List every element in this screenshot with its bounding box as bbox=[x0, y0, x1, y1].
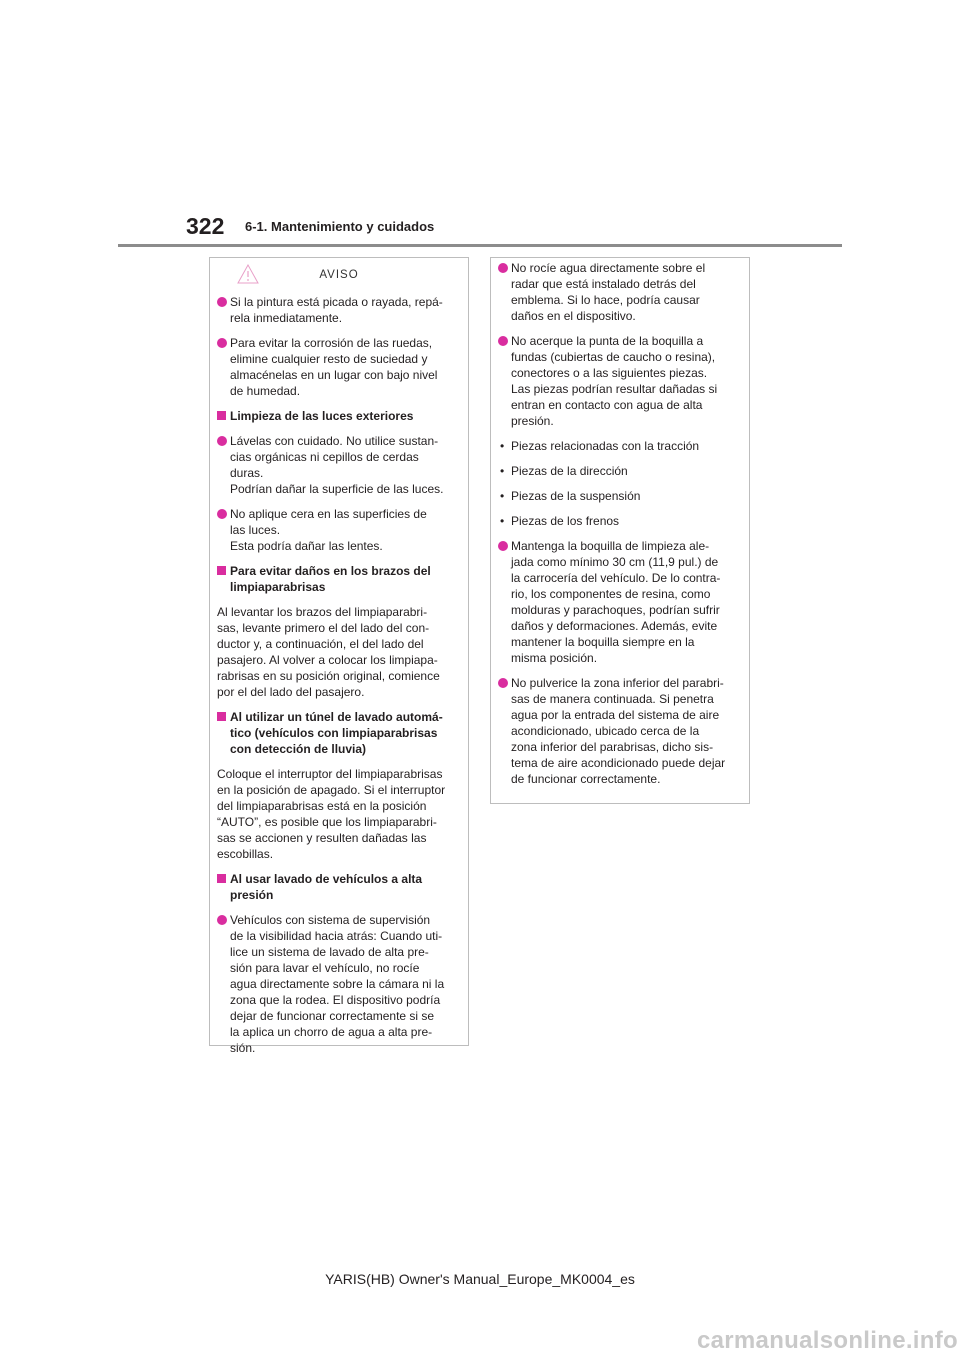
dot-list-item bbox=[498, 463, 742, 479]
bullet-item bbox=[217, 912, 461, 1056]
text-line: sión. bbox=[230, 1041, 256, 1055]
text-line: zona inferior del parabrisas, dicho sis- bbox=[511, 740, 714, 754]
text-line: la aplica un chorro de agua a alta pre- bbox=[230, 1025, 433, 1039]
text-line: escobillas. bbox=[217, 847, 274, 861]
text-line: duras. bbox=[230, 466, 264, 480]
text-line: misma posición. bbox=[511, 651, 598, 665]
text-line: No pulverice la zona inferior del parabri- bbox=[511, 676, 724, 690]
text-line: Esta podría dañar las lentes. bbox=[230, 539, 383, 553]
text-line: presión bbox=[230, 888, 274, 902]
bullet-item bbox=[217, 294, 461, 326]
round-bullet-icon bbox=[498, 336, 508, 346]
bullet-item bbox=[217, 506, 461, 554]
text-line: rela inmediatamente. bbox=[230, 311, 343, 325]
round-bullet-icon bbox=[217, 297, 227, 307]
text-line: pasajero. Al volver a colocar los limpiapa- bbox=[217, 653, 438, 667]
section-heading bbox=[217, 563, 461, 595]
bullet-item bbox=[498, 675, 742, 787]
dot-bullet-icon: • bbox=[500, 514, 505, 528]
text-line: Coloque el interruptor del limpiaparabrisas bbox=[217, 767, 443, 781]
square-bullet-icon bbox=[217, 874, 226, 883]
warning-box bbox=[209, 257, 469, 1055]
watermark: carmanualsonline.info bbox=[696, 1327, 958, 1354]
text-line: No acerque la punta de la boquilla a bbox=[511, 334, 704, 348]
text-line: Lávelas con cuidado. No utilice sustan- bbox=[230, 434, 439, 448]
page-number: 322 bbox=[186, 213, 225, 239]
bullet-item bbox=[498, 260, 742, 324]
text-line: daños y deformaciones. Además, evite bbox=[511, 619, 718, 633]
dot-bullet-icon: • bbox=[500, 439, 505, 453]
text-line: Al levantar los brazos del limpiaparabri- bbox=[217, 605, 428, 619]
paragraph bbox=[217, 766, 461, 862]
text-line: Al utilizar un túnel de lavado automá- bbox=[230, 710, 443, 724]
text-line: las luces. bbox=[230, 523, 281, 537]
text-line: emblema. Si lo hace, podría causar bbox=[511, 293, 700, 307]
text-line: Piezas de la suspensión bbox=[511, 489, 641, 503]
round-bullet-icon bbox=[217, 509, 227, 519]
text-line: Piezas de los frenos bbox=[511, 514, 620, 528]
manual-footer-title: YARIS(HB) Owner's Manual_Europe_MK0004_es bbox=[325, 1271, 635, 1287]
text-line: Para evitar la corrosión de las ruedas, bbox=[230, 336, 433, 350]
square-bullet-icon bbox=[217, 411, 226, 420]
text-line: No rocíe agua directamente sobre el bbox=[511, 261, 706, 275]
text-line: cias orgánicas ni cepillos de cerdas bbox=[230, 450, 419, 464]
bullet-item bbox=[217, 433, 461, 497]
section-heading bbox=[217, 709, 461, 757]
text-line: molduras y parachoques, podrían sufrir bbox=[511, 603, 720, 617]
text-line: Si la pintura está picada o rayada, repá- bbox=[230, 295, 443, 309]
text-line: sas se accionen y resulten dañadas las bbox=[217, 831, 427, 845]
text-line: por el del lado del pasajero. bbox=[217, 685, 365, 699]
text-line: Vehículos con sistema de supervisión bbox=[230, 913, 431, 927]
text-line: elimine cualquier resto de suciedad y bbox=[230, 352, 428, 366]
section-heading bbox=[217, 871, 461, 903]
bullet-item bbox=[498, 333, 742, 429]
section-heading bbox=[217, 408, 461, 424]
text-line: agua por la entrada del sistema de aire bbox=[511, 708, 720, 722]
round-bullet-icon bbox=[498, 263, 508, 273]
text-line: en la posición de apagado. Si el interruptor bbox=[217, 783, 446, 797]
warning-triangle-icon bbox=[237, 264, 259, 284]
text-line: Piezas relacionadas con la tracción bbox=[511, 439, 700, 453]
text-line: almacénelas en un lugar con bajo nivel bbox=[230, 368, 438, 382]
text-line: dejar de funcionar correctamente si se bbox=[230, 1009, 435, 1023]
round-bullet-icon bbox=[217, 338, 227, 348]
dot-bullet-icon: • bbox=[500, 489, 505, 503]
text-line: de la visibilidad hacia atrás: Cuando uti- bbox=[230, 929, 443, 943]
text-line: ductor y, a continuación, el del lado del bbox=[217, 637, 424, 651]
text-line: Piezas de la dirección bbox=[511, 464, 628, 478]
warning-right-column bbox=[498, 260, 742, 787]
square-bullet-icon bbox=[217, 712, 226, 721]
warning-box-header bbox=[217, 258, 461, 292]
text-line: rabrisas en su posición original, comience bbox=[217, 669, 440, 683]
text-line: tico (vehículos con limpiaparabrisas bbox=[230, 726, 438, 740]
warning-left-column bbox=[217, 294, 461, 1056]
text-line: Mantenga la boquilla de limpieza ale- bbox=[511, 539, 710, 553]
text-line: zona que la rodea. El dispositivo podría bbox=[230, 993, 441, 1007]
text-line: acondicionado, ubicado cerca de la bbox=[511, 724, 700, 738]
text-line: tema de aire acondicionado puede dejar bbox=[511, 756, 726, 770]
text-line: sas de manera continuada. Si penetra bbox=[511, 692, 714, 706]
dot-list-item bbox=[498, 488, 742, 504]
text-line: radar que está instalado detrás del bbox=[511, 277, 696, 291]
bullet-item bbox=[217, 335, 461, 399]
warning-box-continued bbox=[490, 257, 750, 804]
text-line: sión para lavar el vehículo, no rocíe bbox=[230, 961, 420, 975]
section-title: 6-1. Mantenimiento y cuidados bbox=[245, 219, 435, 234]
text-line: Al usar lavado de vehículos a alta bbox=[230, 872, 423, 886]
text-line: con detección de lluvia) bbox=[230, 742, 367, 756]
text-line: lice un sistema de lavado de alta pre- bbox=[230, 945, 429, 959]
text-line: del limpiaparabrisas está en la posición bbox=[217, 799, 427, 813]
text-line: sas, levante primero el del lado del con- bbox=[217, 621, 430, 635]
text-line: No aplique cera en las superficies de bbox=[230, 507, 427, 521]
round-bullet-icon bbox=[498, 678, 508, 688]
text-line: conectores o a las siguientes piezas. bbox=[511, 366, 708, 380]
text-line: de humedad. bbox=[230, 384, 301, 398]
round-bullet-icon bbox=[217, 915, 227, 925]
text-line: daños en el dispositivo. bbox=[511, 309, 636, 323]
text-line: jada como mínimo 30 cm (11,9 pul.) de bbox=[511, 555, 719, 569]
paragraph bbox=[217, 604, 461, 700]
header-rule bbox=[118, 244, 842, 247]
dot-list-item bbox=[498, 513, 742, 529]
warning-box-title: AVISO bbox=[319, 269, 359, 281]
dot-bullet-icon: • bbox=[500, 464, 505, 478]
text-line: de funcionar correctamente. bbox=[511, 772, 661, 786]
text-line: Las piezas podrían resultar dañadas si bbox=[511, 382, 718, 396]
text-line: presión. bbox=[511, 414, 554, 428]
text-line: Para evitar daños en los brazos del bbox=[230, 564, 431, 578]
text-line: limpiaparabrisas bbox=[230, 580, 326, 594]
dot-list-item bbox=[498, 438, 742, 454]
text-line: rio, los componentes de resina, como bbox=[511, 587, 711, 601]
text-line: fundas (cubiertas de caucho o resina), bbox=[511, 350, 716, 364]
text-line: la carrocería del vehículo. De lo contra- bbox=[511, 571, 721, 585]
text-line: “AUTO”, es posible que los limpiaparabri- bbox=[217, 815, 437, 829]
text-line: mantener la boquilla siempre en la bbox=[511, 635, 695, 649]
text-line: agua directamente sobre la cámara ni la bbox=[230, 977, 445, 991]
text-line: Limpieza de las luces exteriores bbox=[230, 409, 414, 423]
text-line: Podrían dañar la superficie de las luces. bbox=[230, 482, 444, 496]
round-bullet-icon bbox=[217, 436, 227, 446]
text-line: entran en contacto con agua de alta bbox=[511, 398, 703, 412]
square-bullet-icon bbox=[217, 566, 226, 575]
round-bullet-icon bbox=[498, 541, 508, 551]
bullet-item bbox=[498, 538, 742, 666]
